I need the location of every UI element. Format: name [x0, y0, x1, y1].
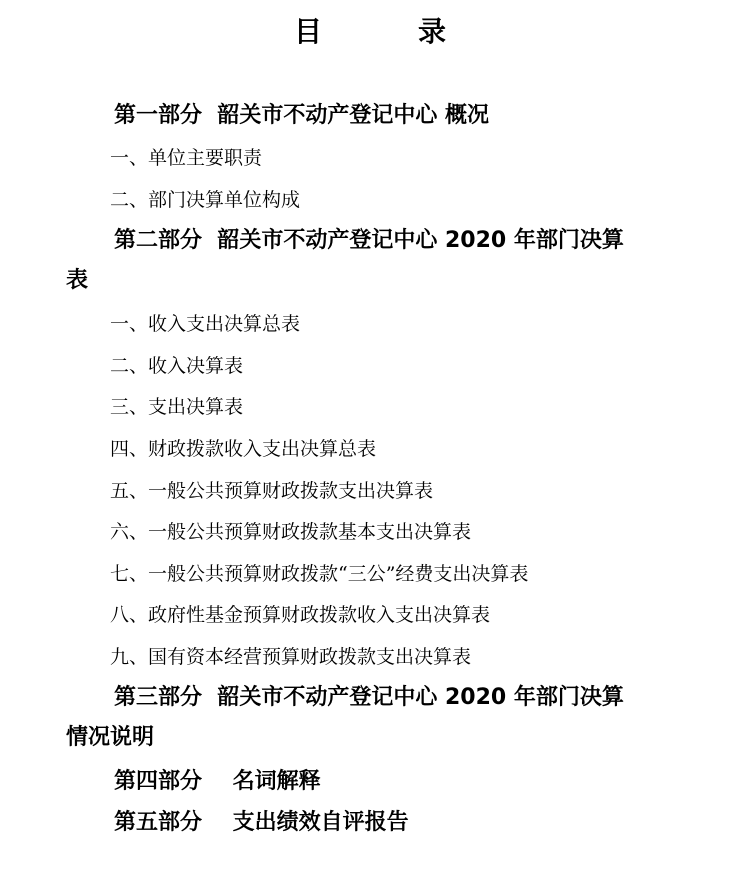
section-part-label: 第五部分 — [114, 810, 203, 835]
title-char-2: 录 — [418, 15, 447, 48]
section-part-label: 第四部分 — [114, 769, 203, 794]
toc-item: 三、支出决算表 — [110, 396, 244, 418]
section-part-name: 韶关市不动产登记中心 2020 年部门决算 — [217, 228, 624, 253]
page-title — [0, 14, 740, 50]
section-heading-part-4 — [114, 768, 321, 796]
toc-item: 四、财政拨款收入支出决算总表 — [110, 438, 377, 460]
toc-item: 五、一般公共预算财政拨款支出决算表 — [110, 480, 434, 502]
toc-item: 一、收入支出决算总表 — [110, 313, 301, 335]
section-part-name: 支出绩效自评报告 — [232, 810, 409, 835]
section-part-name-continuation: 表 — [66, 268, 89, 293]
title-char-1: 目 — [293, 15, 322, 48]
toc-item: 二、收入决算表 — [110, 355, 244, 377]
section-heading-part-3 — [66, 684, 624, 750]
toc-item: 一、单位主要职责 — [110, 147, 263, 169]
section-part-label: 第三部分 — [114, 685, 203, 710]
toc-item: 六、一般公共预算财政拨款基本支出决算表 — [110, 521, 472, 543]
section-part-label: 第二部分 — [114, 228, 203, 253]
section-heading-part-2 — [66, 227, 624, 293]
section-part-name: 名词解释 — [232, 769, 321, 794]
section-heading-part-1 — [114, 102, 489, 130]
toc-item: 八、政府性基金预算财政拨款收入支出决算表 — [110, 604, 491, 626]
toc-item: 九、国有资本经营预算财政拨款支出决算表 — [110, 646, 472, 668]
section-part-name-continuation: 情况说明 — [66, 725, 155, 750]
toc-item: 二、部门决算单位构成 — [110, 189, 301, 211]
section-part-label: 第一部分 — [114, 103, 203, 128]
section-heading-part-5 — [114, 809, 409, 837]
section-part-name: 韶关市不动产登记中心 概况 — [217, 103, 490, 128]
toc-item: 七、一般公共预算财政拨款“三公”经费支出决算表 — [110, 563, 529, 585]
section-part-name: 韶关市不动产登记中心 2020 年部门决算 — [217, 685, 624, 710]
